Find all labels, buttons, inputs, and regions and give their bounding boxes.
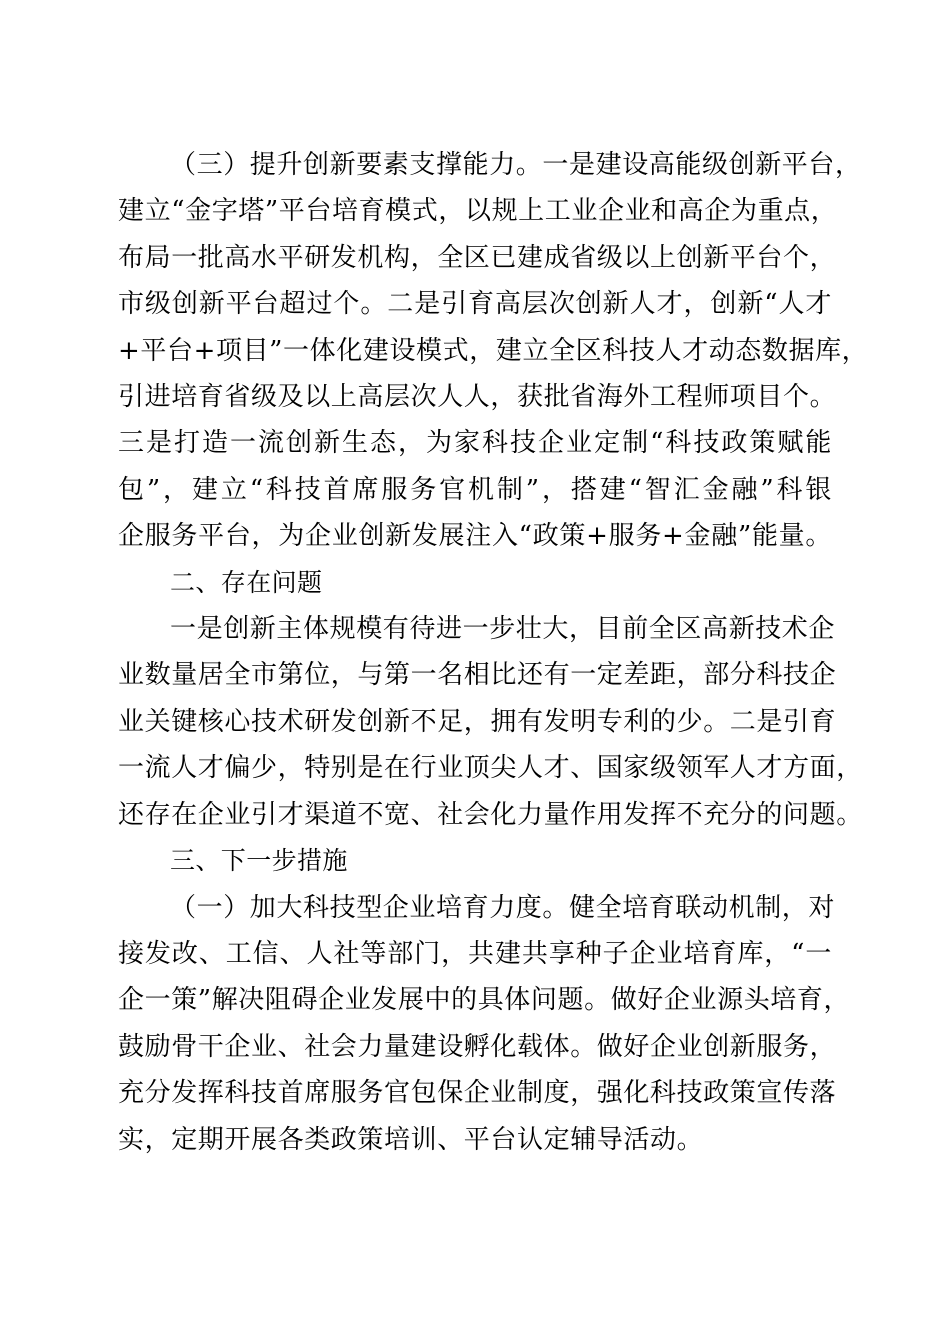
section-heading-problems: 二、存在问题 [170,567,323,597]
text-line: 鼓励骨干企业、社会力量建设孵化载体。做好企业创新服务， [118,1031,837,1062]
text-line: 接发改、工信、人社等部门，共建共享种子企业培育库，“一 [118,938,832,969]
text-line: 三是打造一流创新生态，为家科技企业定制“科技政策赋能 [118,428,832,459]
section-heading-next-steps: 三、下一步措施 [170,846,348,876]
text-line: 实，定期开展各类政策培训、平台认定辅导活动。 [118,1124,704,1155]
text-line: 布局一批高水平研发机构，全区已建成省级以上创新平台个， [118,242,837,273]
text-line: 业数量居全市第位，与第一名相比还有一定差距，部分科技企 [118,660,837,691]
text-line: 一是创新主体规模有待进一步壮大，目前全区高新技术企 [170,614,836,645]
paragraph-next-steps [118,885,851,1163]
document-body [118,142,869,1163]
paragraph-problems [118,606,863,838]
text-line: 业关键核心技术研发创新不足，拥有发明专利的少。二是引育 [118,706,837,737]
text-line: 一流人才偏少，特别是在行业顶尖人才、国家级领军人才方面， [118,753,863,784]
paragraph-innovation-support [118,142,869,560]
text-line: 建立“金字塔”平台培育模式，以规上工业企业和高企为重点， [118,196,838,227]
text-line: 市级创新平台超过个。二是引育高层次创新人才，创新“人才 [118,289,832,320]
text-line: +平台+项目”一体化建设模式，建立全区科技人才动态数据库， [118,335,869,366]
text-line: （三）提升创新要素支撑能力。一是建设高能级创新平台， [170,150,862,180]
text-line: 还存在企业引才渠道不宽、社会化力量作用发挥不充分的问题。 [118,799,863,830]
text-line: 引进培育省级及以上高层次人人，获批省海外工程师项目个。 [118,382,837,413]
text-line: （一）加大科技型企业培育力度。健全培育联动机制，对 [170,892,836,923]
text-line: 企一策”解决阻碍企业发展中的具体问题。做好企业源头培育， [118,985,851,1016]
text-line: 充分发挥科技首席服务官包保企业制度，强化科技政策宣传落 [118,1078,837,1109]
text-line: 企服务平台，为企业创新发展注入“政策+服务+金融”能量。 [118,521,832,552]
text-line: 包”，建立“科技首席服务官机制”，搭建“智汇金融”科银 [118,474,832,505]
